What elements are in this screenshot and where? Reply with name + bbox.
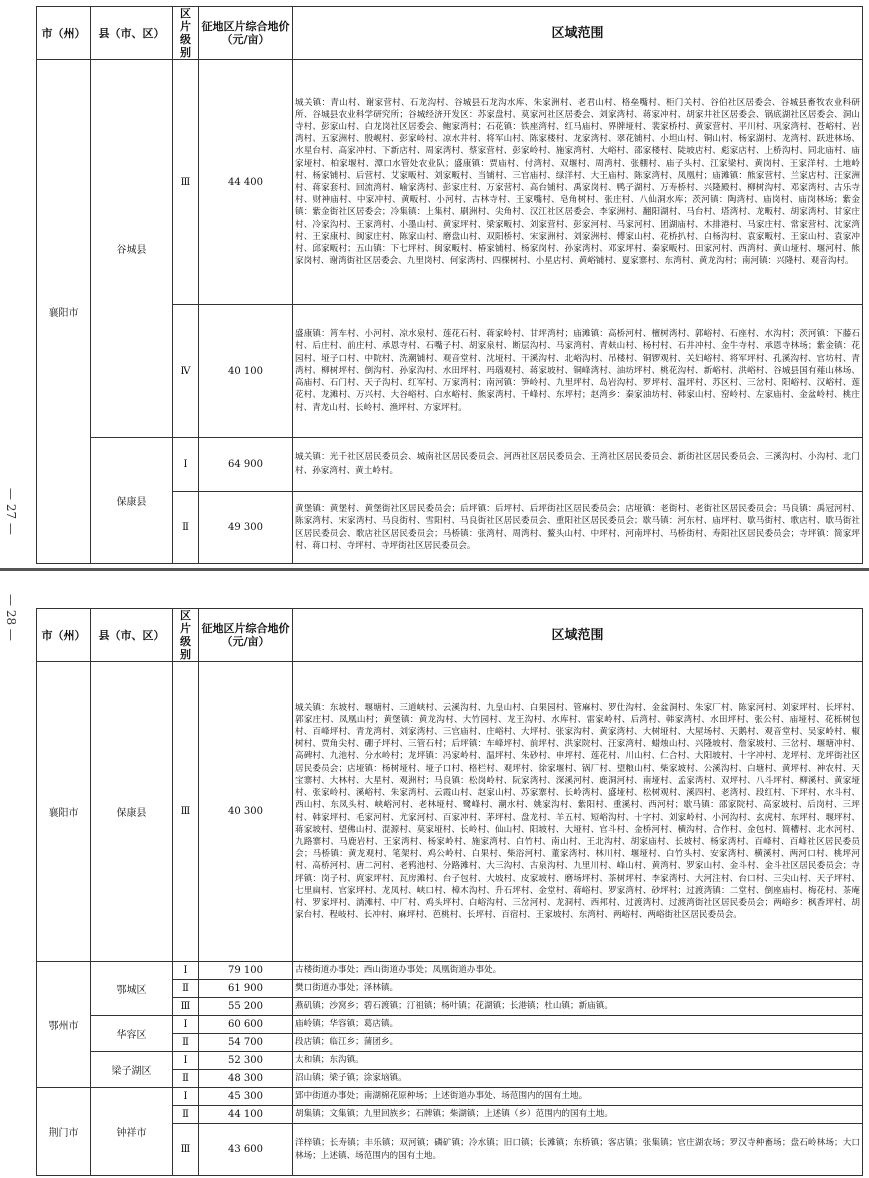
table-row [37,60,863,305]
grade-cell: Ⅲ [173,1124,199,1176]
area-cell: 黄堡镇：黄堡村、黄堡街社区居民委员会；后坪镇：后坪村、后坪街社区居民委员会；店垭镇：老街村、老街社区居民委员会；马良镇：禹冠河村、陈家湾村、宋家湾村、马良街村、雪阳村、马良街社区居民委员会、重阳社区居民委员会；歇马镇：河东村、庙坪村、歇马街村、歌店村、歇马街社区居民委员会、歌店社区居民委员会；马桥镇：张湾村、周湾村、鳌头山村、中坪村、河南坪村、马桥街村、寿阳社区居民委员会；寺坪镇：简家坪村、蒋口村、寺坪村、寺坪街社区居民委员会。 [293,492,863,564]
grade-cell: Ⅱ [173,492,199,564]
table-row [37,438,863,492]
document-page-27 [0,0,869,568]
table-row [37,662,863,962]
grade-cell: Ⅲ [173,60,199,305]
price-cell: 60 600 [199,1016,293,1034]
grade-cell: Ⅱ [173,1106,199,1124]
table-header-row [37,7,863,60]
grade-cell: Ⅲ [173,998,199,1016]
table-row [37,1052,863,1070]
table-header-row [37,609,863,662]
area-cell: 樊口街道办事处；泽林镇。 [293,980,863,998]
price-cell: 61 900 [199,980,293,998]
grade-cell: Ⅳ [173,305,199,438]
grade-cell: Ⅱ [173,1034,199,1052]
area-cell: 盛康镇：筲车村、小河村、凉水泉村、莲花石村、蒋家岭村、甘坪湾村；庙滩镇：高桥河村、檀树湾村、郭峪村、石座村、水沟村；茨河镇：下藤石村、后庄村、前庄村、承恩寺村、石嘴子村、胡家泉村、断层沟村、马家湾村、青麸山村、杨村村、石井冲村、金牛寺村、承恩寺林场；紫金镇：花园村、垭子口村、中院村、洗潮铺村、观音堂村、沈垭村、干溪沟村、北峪沟村、吊楼村、铜锣观村、关妇峪村、将军坪村、孔溪沟村、官坊村、青湾村、柳树坪村、倒沟村、孙家沟村、水田坪村、玛瑙观村、蒋家坡村、铜峰湾村、油坊坪村、桃花沟村、新峪村、洪峪村、谷城县国有薤山林场、高庙村、石门村、天子沟村、红军村、万家湾村；南河镇：笋岭村、九里坪村、岛岩沟村、罗坪村、温坪村、苏区村、三岔村、阳峪村、汉峪村、莲花村、龙滩村、万兴村、大谷峪村、白水峪村、熊家湾村、千峰村、东坪村；赵湾乡：秦家油坊村、韩家山村、窑岭村、左家庙村、金盆岭村、桃庄村、青龙山村、长岭村、渔坪村、方家坪村。 [293,305,863,438]
header-city: 市（州） [37,609,91,662]
price-cell: 55 200 [199,998,293,1016]
header-grade: 区片级别 [173,7,199,60]
county-cell: 保康县 [91,438,173,564]
header-county: 县（市、区） [91,609,173,662]
price-cell: 79 100 [199,962,293,980]
header-area: 区域范围 [293,7,863,60]
county-cell: 保康县 [91,662,173,962]
county-cell: 梁子湖区 [91,1052,173,1088]
header-price: 征地区片综合地价（元/亩） [199,609,293,662]
area-cell: 古楼街道办事处；西山街道办事处；凤凰街道办事处。 [293,962,863,980]
city-cell: 鄂州市 [37,962,91,1088]
area-cell: 城关镇：东坡村、堰塘村、三道峡村、云溪沟村、九皇山村、白果园村、管麻村、罗仕沟村、金盆洞村、朱家厂村、陈家河村、刘家坪村、长坪村、郭家庄村、凤凰山村；黄堡镇：黄龙沟村、大竹园村、龙王沟村、水库村、雷家岭村、后湾村、韩家湾村、水田坪村、张公村、庙垭村、花栎树包村、百峰坪村、青龙湾村、刘家湾村、三官庙村、庄峪村、大坪村、张家沟村、黄家湾村、大树垭村、大屋场村、天鹅村、观音堂村、吴家岭村、椒树村、贾角尖村、硼子坪村、三管石村；后坪镇：车峰坪村、前坪村、洪家院村、汪家湾村、蜡烛山村、兴隆坡村、詹家坡村、三岔村、堰塘冲村、高碑村、九池村、分水岭村；龙坪镇：冯家岭村、温坪村、朱砂村、申坪村、莲花村、川山村、仁合村、大阳坡村、十字冲村、龙坪村、龙坪街社区居民委员会；店垭镇：杨树垭村、垭子口村、格栏村、观坪村、徐家堰村、锅厂村、望粮山村、柴家坡村、公溪沟村、白塘村、黄坪村、神农村、天宝寨村、大林村、大星村、观洲村；马良镇：松岗岭村、阮家湾村、深溪河村、鹿洞河村、南垭村、孟家湾村、双坪村、八斗坪村、柳溪村、黄家垭村、张家岭村、溪峪村、朱家湾村、云霞山村、赵家山村、苏家寨村、长岭湾村、盛垭村、松树观村、溪四村、老湾村、段红村、下坪村、水斗村、西山村、东凤头村、峡峪河村、老林垭村、鹭峰村、潮水村、姚家沟村、紫阳村、重溪村、西河村；歇马镇：邵家院村、高家坡村、后岗村、三坪村、韩家坪村、毛家河村、尤家河村、百家冲村、茅坪村、盘龙村、羊五村、短峪沟村、十字村、刘家岭村、小河沟村、玄虎村、东坪村、堰坪村、蒋家坡村、望佛山村、混源村、莫家垭村、长岭村、仙山村、阳坡村、大垭村、官斗村、金桥河村、横沟村、合作村、金包村、简槽村、北水河村、九路寨村、马鹿岩村、王家湾村、杨家岭村、施家湾村、白竹村、南山村、王北沟村、胡家庙村、长坡村、杨家湾村、百峰村、百峰社区居民委员会；马桥镇：黄龙观村、笔架村、鸡公岭村、白果村、柴浴河村、董家湾村、林川村、堰垭村、白竹头村、安家湾村、横溪村、两河口村、桃坪河村、高桥河村、唐二河村、老鸦池村、分路滩村、大三沟村、古泉沟村、九里川村、峰山村、黄湾村、罗家山村、金斗村、金斗社区居民委员会；寺坪镇：岗子村、庹家坪村、瓦房滩村、台子包村、大坡村、皮家坡村、磨场坪村、茶树坪村、李家湾村、大河注村、台口村、三尖山村、天子坪村、七里扁村、官家坪村、龙凤村、峡口村、樟木沟村、升石坪村、金堂村、蒋峪村、罗家湾村、砂坪村；过渡湾镇：二堂村、倒座庙村、梅花村、茶庵村、罗家坪村、淌滩村、中厂村、鸡头坪村、白峪沟村、三岔河村、龙洞村、西邦村、过渡湾村、过渡湾街社区居民委员会；两峪乡：枫香坪村、胡家台村、程岐村、长冲村、麻坪村、芭桃村、长坪村、百宿村、王家坡村、东湾村、两峪村、两峪街社区居民委员会。 [293,662,863,962]
area-cell: 胡集镇；文集镇；九里回族乡；石牌镇；柴湖镇；上述镇（乡）范围内的国有土地。 [293,1106,863,1124]
price-cell: 45 300 [199,1088,293,1106]
area-cell: 洋梓镇；长寿镇；丰乐镇；双河镇；磷矿镇；冷水镇；旧口镇；长滩镇；东桥镇；客店镇；张集镇；官庄湖农场；罗汉寺种畜场；盘石岭林场；大口林场；上述镇、场范围内的国有土地。 [293,1124,863,1176]
grade-cell: Ⅰ [173,1016,199,1034]
grade-cell: Ⅰ [173,962,199,980]
table-row [37,1016,863,1034]
area-cell: 燕矶镇；沙窝乡；碧石渡镇；汀祖镇；杨叶镇；花湖镇；长港镇；杜山镇；新庙镇。 [293,998,863,1016]
area-cell: 段店镇；临江乡；蒲团乡。 [293,1034,863,1052]
area-cell: 沼山镇；梁子镇；涂家垴镇。 [293,1070,863,1088]
area-cell: 城关镇：光千社区居民委员会、城南社区居民委员会、河西社区居民委员会、王湾社区居民委员会、新街社区居民委员会、三溪沟村、小沟村、北门村、孙家湾村、黄土岭村。 [293,438,863,492]
price-cell: 43 600 [199,1124,293,1176]
price-cell: 64 900 [199,438,293,492]
land-price-table [36,608,863,1176]
price-cell: 44 100 [199,1106,293,1124]
city-cell: 襄阳市 [37,60,91,564]
page-number: — 28 — [4,594,18,641]
land-price-table [36,6,863,564]
header-city: 市（州） [37,7,91,60]
grade-cell: Ⅰ [173,1088,199,1106]
county-cell: 鄂城区 [91,962,173,1016]
header-area: 区域范围 [293,609,863,662]
table-row [37,962,863,980]
grade-cell: Ⅱ [173,980,199,998]
price-cell: 44 400 [199,60,293,305]
city-cell: 荆门市 [37,1088,91,1176]
header-grade: 区片级别 [173,609,199,662]
area-cell: 太和镇；东沟镇。 [293,1052,863,1070]
price-cell: 48 300 [199,1070,293,1088]
header-price: 征地区片综合地价（元/亩） [199,7,293,60]
area-cell: 郢中街道办事处；南湖棉花原种场；上述街道办事处、场范围内的国有土地。 [293,1088,863,1106]
price-cell: 40 100 [199,305,293,438]
price-cell: 40 300 [199,662,293,962]
price-cell: 54 700 [199,1034,293,1052]
area-cell: 庙岭镇；华容镇；葛店镇。 [293,1016,863,1034]
grade-cell: Ⅰ [173,1052,199,1070]
price-cell: 49 300 [199,492,293,564]
price-cell: 52 300 [199,1052,293,1070]
area-cell: 城关镇：青山村、谢家营村、石龙沟村、谷城县石龙沟水库、朱家洲村、老君山村、格垒嘴村、柜门关村、谷伯社区居委会、谷城县畜牧农业科研所、谷城县农业科学研究所；谷城经济开发区：苏家盘村、莫家河社区居委会、刘家湾村、蒋家冲村、胡家井社区居委会、锅底湖社区居委会、洞山寺村、彭家山村、白龙岗社区居委会、鲍家湾村；石花镇：铁座湾村、红马庙村、界牌垭村、裴家桥村、黄家营村、平川村、巩家湾村、苍峪村、岩湾村、五家洲村、殷岘村、彭家岭村、凉水井村、将军山村、陈家楼村、龙家湾村、翠花铺村、小坦山村、铜山村、杨家湖村、龙湾村、跃进林场、水星台村、高家冲村、下新店村、周家湾村、蔡家营村、彭家岭村、施家湾村、大峪村、邵家楼村、陡坡店村、彪家店村、上桥沟村、同北庙村、庙家垭村、柏家堰村、潭口水管处农业队；盛康镇：贾庙村、付湾村、双堰村、周湾村、张棚村、庙子头村、江家梁村、黄岗村、王家洋村、土地岭村、杨家铺村、后营村、艾家畈村、刘家畈村、当铺村、三官庙村、绿洋村、大王庙村、陈家湾村、凤凰村；庙滩镇：熊家营村、兰家店村、汪家洲村、蒋家套村、回流湾村、喻家湾村、彭家庄村、万家营村、高台铺村、禹家岗村、鸭子湖村、万寿桥村、兴隆殿村、柳树沟村、邓家湾村、古乐寺村、财神庙村、中家冲村、黄畈村、小河村、古林寺村、王家嘴村、皂角树村、张庄村、八仙洞水库；茨河镇：陶湾村、庙岗村、庙岗林场；紫金镇：紫金街社区居委会；冷集镇：上集村、刷洲村、尖角村、汉江社区居委会、李家洲村、翻阳湖村、马台村、塔湾村、龙畈村、胡家湾村、甘家庄村、冷家沟村、王家湾村、小墨山村、黄家坪村、梁家畈村、刘家营村、彭家河村、马家河村、团湖庙村、木排港村、马家庄村、常家营村、沈家湾村、王家康村、闽家庄村、陈家山村、磨盘山村、双阳桥村、宋家洲村、刘家洲村、傅家山村、花桥扒村、白杨沟村、袁家畈村、王家山村、袁家冲村、邱家畈村；五山镇：下七坪村、闽家畈村、椿家铺村、杨家岗村、孙家湾村、邓家坪村、秦家畈村、田家河村、西湾村、黄山垭村、堰河村、熊家岗村、谢湾街社区居委会、九里岗村、何家湾村、四棵树村、小星店村、黄峪铺村、夏家寨村、东湾村、黄龙沟村；南河镇：兴隆村、观音沟村。 [293,60,863,305]
county-cell: 谷城县 [91,60,173,438]
document-page-28 [0,582,869,1178]
grade-cell: Ⅲ [173,662,199,962]
county-cell: 华容区 [91,1016,173,1052]
page-divider [0,568,869,582]
grade-cell: Ⅱ [173,1070,199,1088]
header-county: 县（市、区） [91,7,173,60]
city-cell: 襄阳市 [37,662,91,962]
page-number: — 27 — [4,488,18,535]
county-cell: 钟祥市 [91,1088,173,1176]
grade-cell: Ⅰ [173,438,199,492]
table-row [37,1088,863,1106]
